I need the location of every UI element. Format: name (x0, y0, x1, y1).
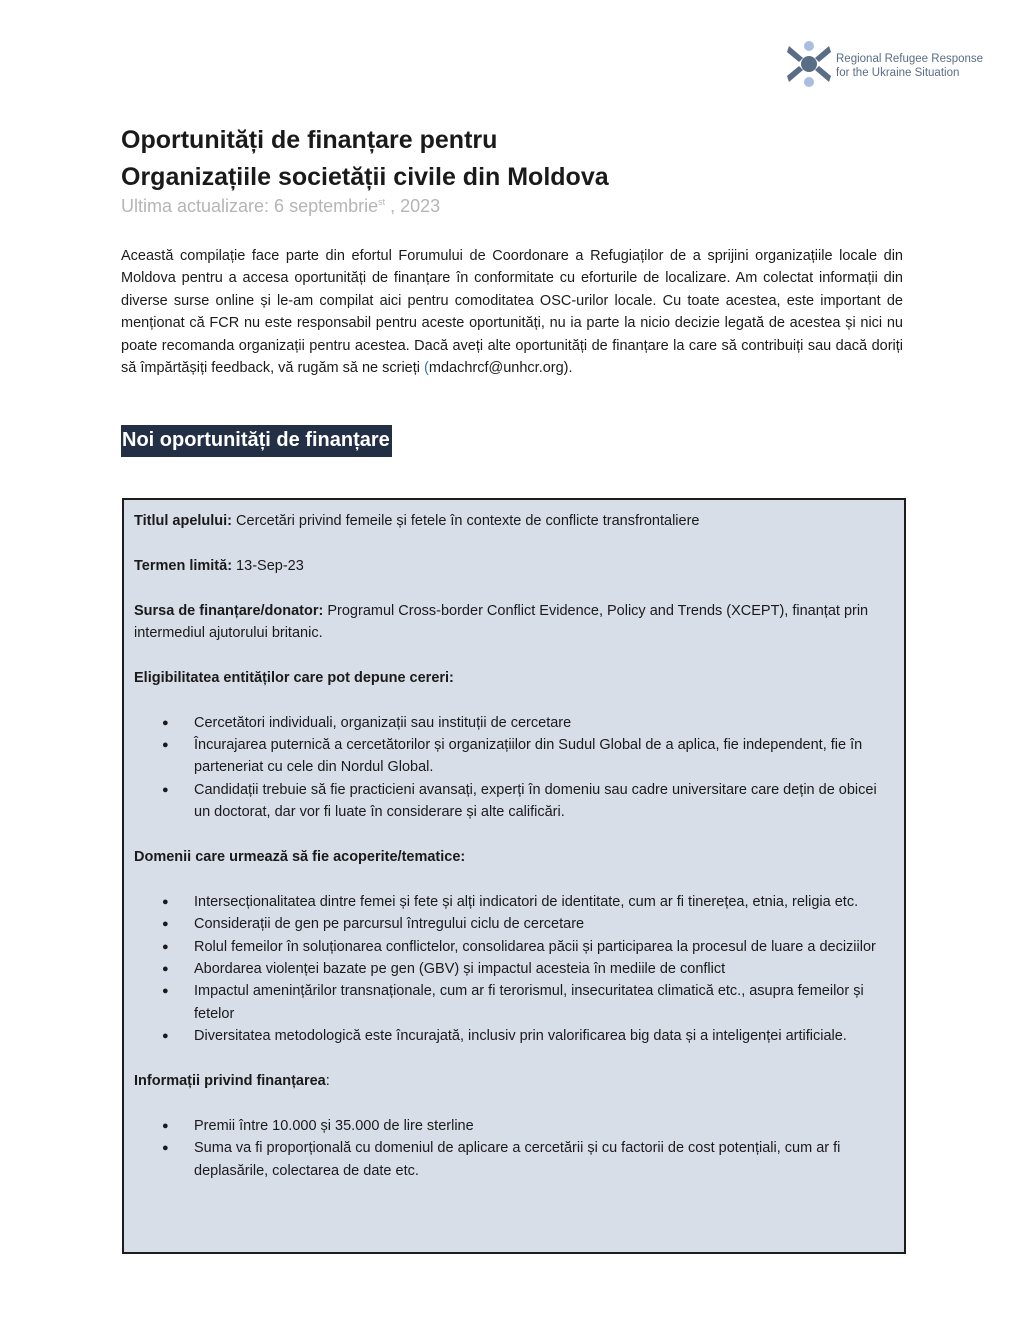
list-item: ● Premii între 10.000 și 35.000 de lire sterline (194, 1115, 894, 1137)
call-title-value: Cercetări privind femeile și fetele în contexte de conflicte transfrontaliere (232, 513, 700, 529)
title-line-2: Organizațiile societății civile din Moldova (121, 163, 609, 191)
page-title (121, 122, 609, 196)
logo-line-1: Regional Refugee Response (836, 53, 984, 65)
call-donor (134, 600, 894, 645)
rrp-logo-text (836, 52, 983, 80)
last-updated-suffix: , 2023 (385, 196, 441, 216)
last-updated (121, 196, 440, 217)
list-item: ● Considerații de gen pe parcursul întregului ciclu de cercetare (194, 913, 894, 935)
call-deadline (134, 555, 894, 577)
call-donor-value: Programul Cross-border Conflict Evidence, Policy and Trends (XCEPT), finanțat prin intermediul ajutorului britanic. (134, 602, 869, 641)
funding-list (134, 1115, 894, 1182)
call-donor-label: Sursa de finanțare/donator: (134, 602, 324, 619)
section-heading: Noi oportunități de finanțare (121, 425, 392, 457)
eligibility-list (134, 712, 894, 824)
email-link-mark[interactable]: ( (424, 360, 429, 377)
logo-line-2: for the Ukraine Situation (836, 67, 960, 79)
list-item: ● Suma va fi proporțională cu domeniul de aplicare a cercetării și cu factorii de cost potențiali, cum ar fi deplasările, colectarea de date etc. (194, 1137, 894, 1182)
list-item: ● Încurajarea puternică a cercetătorilor și organizațiilor din Sudul Global de a aplica, fie independent, fie în parteneriat cu cele din Nordul Global. (194, 734, 894, 779)
call-deadline-value: 13-Sep-23 (232, 557, 304, 574)
eligibility-label: Eligibilitatea entităților care pot depune cereri: (134, 669, 454, 686)
intro-text: Această compilație face parte din efortul Forumului de Coordonare a Refugiaților de a sprijini organizațiile locale din Moldova pentru a accesa oportunități de finanțare în conformitate cu eforturile de localizare. Am colectat informații din diverse surse online și le-am compilat aici pentru comoditatea OSC-urilor locale. Cu toate acestea, este important de menționat că FCR nu este responsabil pentru aceste oportunități, nu ia parte la nicio decizie legată de acestea și nici nu poate recomanda organizații pentru acestea. Dacă aveți alte oportunități de finanțare la care să contribuiți sau dacă doriți să împărtășiți feedback, vă rugăm să ne scrieți (121, 248, 903, 377)
list-item: ● Cercetători individuali, organizații sau instituții de cercetare (194, 712, 894, 734)
list-item: ● Diversitatea metodologică este încurajată, inclusiv prin valorificarea big data și a inteligenței artificiale. (194, 1025, 894, 1047)
list-item: ● Intersecționalitatea dintre femei și fete și alți indicatori de identitate, cum ar fi tinerețea, etnia, religia etc. (194, 891, 894, 913)
list-item: ● Candidații trebuie să fie practicieni avansați, experți în domeniu sau cadre universitare care dețin de obicei un doctorat, dar vor fi luate în considerare și alte calificări. (194, 779, 894, 824)
funding-label: Informații privind finanțarea (134, 1073, 326, 1090)
intro-paragraph (121, 245, 903, 379)
rrp-logo-icon (785, 40, 833, 88)
call-title (134, 510, 894, 532)
list-item: ● Rolul femeilor în soluționarea conflictelor, consolidarea păcii și participarea la procesul de luare a deciziilor (194, 936, 894, 958)
last-updated-prefix: Ultima actualizare: 6 septembrie (121, 196, 379, 216)
title-line-1: Oportunități de finanțare pentru (121, 126, 498, 154)
list-item: ● Impactul amenințărilor transnaționale, cum ar fi terorismul, insecuritatea climatică etc., asupra femeilor și fetelor (194, 980, 894, 1025)
topics-list (134, 891, 894, 1048)
funding-call-box (122, 498, 906, 1254)
call-deadline-label: Termen limită: (134, 557, 233, 574)
last-updated-sup: st (378, 197, 386, 207)
list-item: ● Abordarea violenței bazate pe gen (GBV) și impactul acesteia în mediile de conflict (194, 958, 894, 980)
rrp-logo (785, 40, 1000, 92)
funding-info (134, 1070, 894, 1092)
topics-label: Domenii care urmează să fie acoperite/tematice: (134, 849, 466, 866)
funding-colon: : (325, 1073, 330, 1090)
intro-email: mdachrcf@unhcr.org). (428, 360, 573, 377)
call-title-label: Titlul apelului: (134, 513, 233, 529)
